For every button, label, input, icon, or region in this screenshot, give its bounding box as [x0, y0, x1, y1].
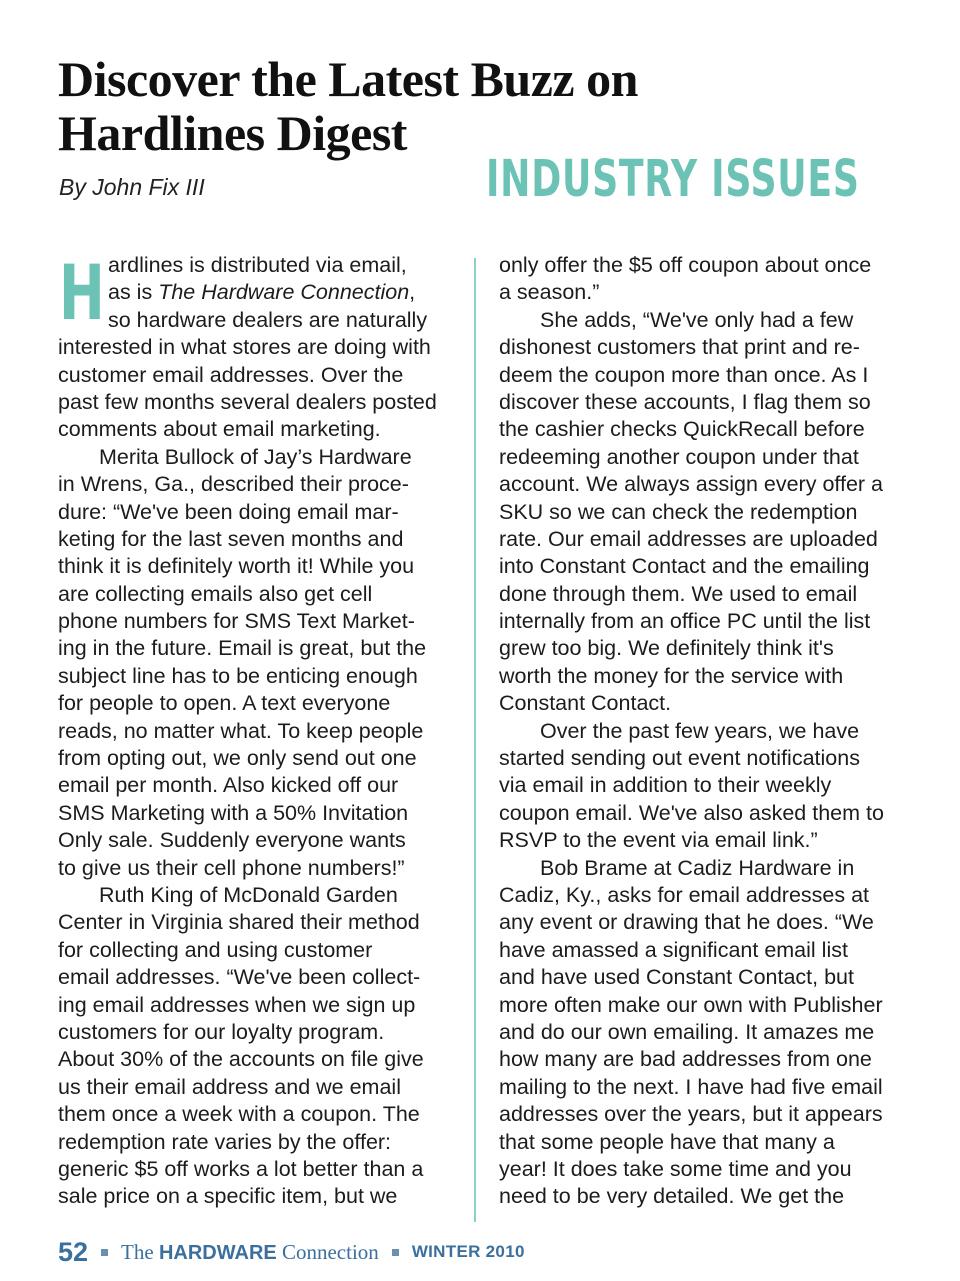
text-line: [499, 827, 919, 854]
text-run: Over the past few years, we have: [540, 718, 860, 743]
text-run: addresses over the years, but it appears: [499, 1102, 883, 1127]
text-run: grew too big. We definitely think it's: [499, 636, 834, 661]
text-line: [499, 992, 919, 1019]
text-line: [58, 553, 458, 580]
text-run: how many are bad addresses from one: [499, 1047, 872, 1072]
text-run: started sending out event notifications: [499, 746, 860, 771]
text-run: ,: [409, 280, 416, 305]
text-run: any event or drawing that he does. “We: [499, 910, 874, 935]
publication-name: [121, 1240, 379, 1265]
text-line: [499, 389, 919, 416]
text-run: generic $5 off works a lot better than a: [58, 1156, 424, 1181]
text-line: [58, 855, 458, 882]
text-run: coupon email. We've also asked them to: [499, 800, 884, 825]
text-run: RSVP to the event via email link.”: [499, 828, 818, 853]
text-line: [58, 1183, 458, 1210]
text-run: us their email address and we email: [58, 1074, 401, 1099]
text-run: phone numbers for SMS Text Market-: [58, 609, 415, 634]
text-run: Center in Virginia shared their method: [58, 910, 420, 935]
text-line: [499, 1183, 919, 1210]
text-run: redemption rate varies by the offer:: [58, 1129, 392, 1154]
text-run: a season.”: [499, 280, 600, 305]
footer-separator: [392, 1249, 399, 1256]
text-line: [499, 772, 919, 799]
text-run: customer email addresses. Over the: [58, 362, 404, 387]
text-line: [58, 1019, 458, 1046]
text-run: dure: “We've been doing email mar-: [58, 499, 399, 524]
text-line: [499, 882, 919, 909]
text-line: [58, 635, 458, 662]
text-run: to give us their cell phone numbers!”: [58, 855, 405, 880]
text-line: [58, 690, 458, 717]
text-line: [58, 499, 458, 526]
text-run: redeeming another coupon under that: [499, 444, 859, 469]
text-line: [499, 745, 919, 772]
byline: By John Fix III: [59, 174, 205, 200]
text-run: and do our own emailing. It amazes me: [499, 1019, 875, 1044]
text-run: only offer the $5 off coupon about once: [499, 253, 872, 277]
text-line: [499, 307, 919, 334]
text-line: [499, 663, 919, 690]
text-run: deem the coupon more than once. As I: [499, 362, 869, 387]
text-run: so hardware dealers are naturally: [108, 307, 428, 332]
text-run: She adds, “We've only had a few: [540, 307, 854, 332]
text-line: [58, 279, 458, 306]
text-line: [58, 827, 458, 854]
issue-date: WINTER 2010: [411, 1242, 525, 1261]
text-line: [58, 663, 458, 690]
text-line: [58, 1101, 458, 1128]
text-line: [58, 1129, 458, 1156]
column-divider: [474, 258, 476, 1222]
article-title-line-1: Discover the Latest Buzz on: [58, 51, 638, 107]
text-line: [58, 882, 458, 909]
text-run: Constant Contact.: [499, 691, 672, 716]
text-run: SMS Marketing with a 50% Invitation: [58, 800, 409, 825]
text-run: and have used Constant Contact, but: [499, 965, 854, 990]
text-line: [499, 526, 919, 553]
text-line: [58, 964, 458, 991]
text-run: worth the money for the service with: [499, 663, 844, 688]
text-run: subject line has to be enticing enough: [58, 663, 418, 688]
text-run: Only sale. Suddenly everyone wants: [58, 828, 406, 853]
text-run: ing email addresses when we sign up: [58, 992, 416, 1017]
text-line: [499, 690, 919, 717]
text-run: ing in the future. Email is great, but the: [58, 636, 427, 661]
text-line: [499, 608, 919, 635]
text-line: [499, 1129, 919, 1156]
text-line: [499, 855, 919, 882]
text-line: [499, 581, 919, 608]
text-line: [499, 553, 919, 580]
text-run: think it is definitely worth it! While you: [58, 554, 415, 579]
text-line: [58, 252, 458, 279]
text-run: email addresses. “We've been collect-: [58, 965, 421, 990]
article-title-line-2: Hardlines Digest: [58, 105, 407, 161]
page-number: 52: [58, 1236, 89, 1267]
text-run: into Constant Contact and the emailing: [499, 554, 870, 579]
text-line: [58, 471, 458, 498]
text-run: discover these accounts, I flag them so: [499, 389, 871, 414]
text-run: via email in addition to their weekly: [499, 773, 832, 798]
text-line: [58, 307, 458, 334]
text-line: [499, 1019, 919, 1046]
text-run: in Wrens, Ga., described their proce-: [58, 472, 409, 497]
text-line: [58, 800, 458, 827]
text-line: [58, 444, 458, 471]
publication-prefix: The: [121, 1239, 159, 1264]
text-run: Ruth King of McDonald Garden: [99, 882, 398, 907]
text-run: SKU so we can check the redemption: [499, 499, 858, 524]
text-run: that some people have that many a: [499, 1129, 835, 1154]
text-run: reads, no matter what. To keep people: [58, 718, 424, 743]
text-line: [499, 635, 919, 662]
text-run: the cashier checks QuickRecall before: [499, 417, 865, 442]
text-run: Cadiz, Ky., asks for email addresses at: [499, 882, 870, 907]
article-column-right: [499, 252, 919, 1211]
drop-cap: H: [59, 248, 105, 337]
text-run: sale price on a specific item, but we: [58, 1184, 398, 1209]
text-line: [58, 608, 458, 635]
text-run: more often make our own with Publisher: [499, 992, 883, 1017]
text-line: [499, 964, 919, 991]
text-line: [499, 800, 919, 827]
text-run: for collecting and using customer: [58, 937, 373, 962]
text-line: [58, 1156, 458, 1183]
text-line: [499, 471, 919, 498]
text-line: [58, 745, 458, 772]
text-line: [58, 937, 458, 964]
text-run: as is: [108, 280, 159, 305]
text-run: About 30% of the accounts on file give: [58, 1047, 424, 1072]
text-run: Merita Bullock of Jay’s Hardware: [99, 444, 412, 469]
text-run: customers for our loyalty program.: [58, 1019, 385, 1044]
text-line: [499, 718, 919, 745]
text-run: account. We always assign every offer a: [499, 472, 884, 497]
text-run: email per month. Also kicked off our: [58, 773, 399, 798]
text-line: [58, 1074, 458, 1101]
text-line: [58, 526, 458, 553]
text-line: [58, 389, 458, 416]
text-run: past few months several dealers posted: [58, 389, 437, 414]
text-line: [58, 909, 458, 936]
text-line: [58, 362, 458, 389]
text-line: [58, 772, 458, 799]
page-footer: [58, 1234, 525, 1270]
text-line: [58, 718, 458, 745]
italic-title: The Hardware Connection: [158, 280, 410, 305]
text-line: [499, 1046, 919, 1073]
text-line: [499, 334, 919, 361]
text-run: Bob Brame at Cadiz Hardware in: [540, 855, 855, 880]
text-line: [58, 1046, 458, 1073]
text-line: [499, 1074, 919, 1101]
text-line: [499, 909, 919, 936]
publication-strong: HARDWARE: [158, 1241, 277, 1264]
text-line: [499, 362, 919, 389]
text-line: [58, 334, 458, 361]
text-line: [499, 279, 919, 306]
text-run: need to be very detailed. We get the: [499, 1184, 845, 1209]
text-line: [58, 992, 458, 1019]
footer-separator: [101, 1249, 108, 1256]
section-label: INDUSTRY ISSUES: [486, 150, 860, 209]
text-run: have amassed a significant email list: [499, 937, 848, 962]
article-column-left: [58, 248, 458, 1211]
text-run: keting for the last seven months and: [58, 526, 404, 551]
text-line: [499, 252, 919, 279]
text-line: [499, 499, 919, 526]
text-run: comments about email marketing.: [58, 417, 381, 442]
text-run: year! It does take some time and you: [499, 1156, 852, 1181]
text-line: [499, 416, 919, 443]
text-run: internally from an office PC until the list: [499, 609, 871, 634]
text-run: from opting out, we only send out one: [58, 746, 417, 771]
text-run: rate. Our email addresses are uploaded: [499, 526, 878, 551]
text-run: done through them. We used to email: [499, 581, 858, 606]
publication-suffix: Connection: [276, 1239, 379, 1264]
text-run: for people to open. A text everyone: [58, 691, 391, 716]
text-line: [499, 1101, 919, 1128]
text-run: ardlines is distributed via email,: [108, 253, 407, 277]
text-run: interested in what stores are doing with: [58, 335, 431, 360]
text-run: them once a week with a coupon. The: [58, 1102, 420, 1127]
text-run: are collecting emails also get cell: [58, 581, 373, 606]
text-line: [499, 937, 919, 964]
text-line: [58, 416, 458, 443]
text-run: dishonest customers that print and re-: [499, 335, 860, 360]
text-line: [499, 1156, 919, 1183]
text-run: mailing to the next. I have had five email: [499, 1074, 883, 1099]
text-line: [58, 581, 458, 608]
text-line: [499, 444, 919, 471]
